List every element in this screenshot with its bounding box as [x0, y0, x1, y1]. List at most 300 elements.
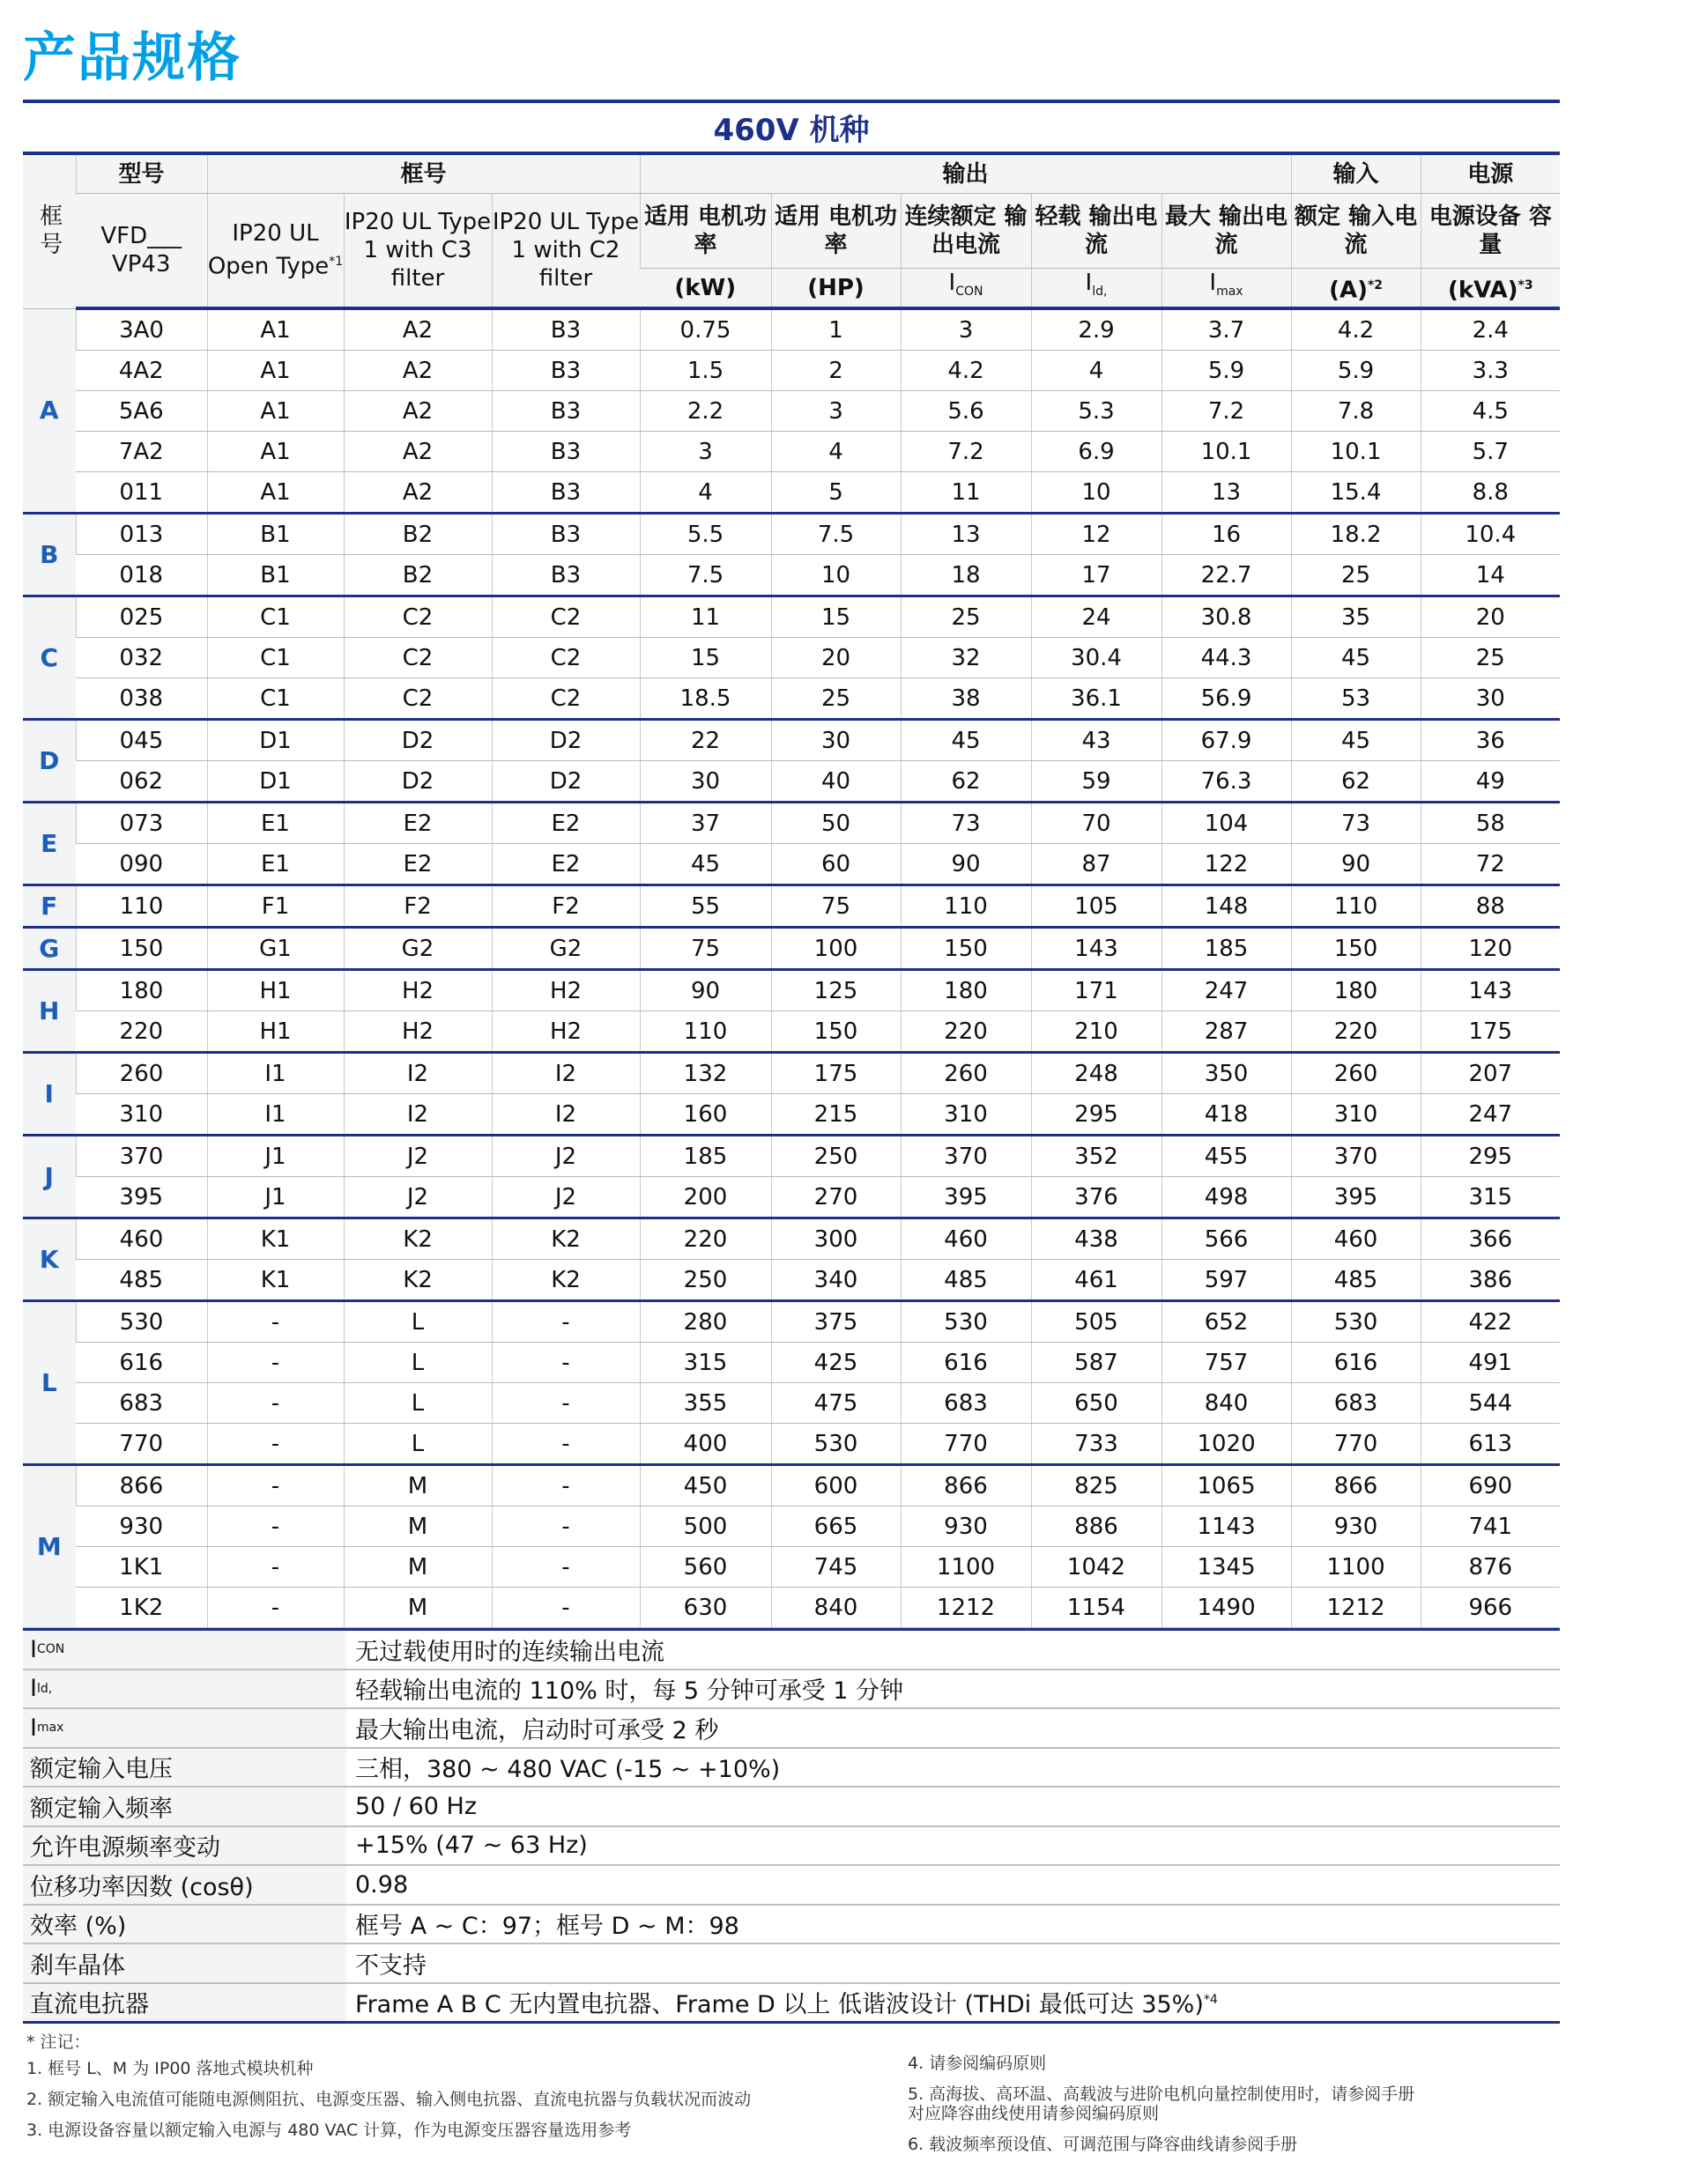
cell-ip20-c3: B2	[344, 514, 492, 555]
cell-kva: 295	[1421, 1136, 1560, 1177]
cell-motor-kw: 500	[640, 1507, 771, 1547]
cell-input-current: 5.9	[1291, 351, 1421, 391]
cell-kva: 613	[1421, 1424, 1560, 1465]
cell-ild: 43	[1031, 720, 1161, 761]
cell-motor-kw: 45	[640, 844, 771, 885]
cell-model: 1K2	[76, 1588, 207, 1628]
cell-icon: 25	[901, 596, 1031, 638]
spec-label-text: 位移功率因数 (cosθ)	[30, 1873, 254, 1901]
cell-ild: 105	[1031, 885, 1161, 928]
cell-motor-kw: 55	[640, 885, 771, 928]
cell-motor-kw: 450	[640, 1465, 771, 1507]
table-row	[23, 1588, 1560, 1628]
cell-ild: 210	[1031, 1011, 1161, 1053]
cell-ild: 438	[1031, 1218, 1161, 1260]
frame-group-cell: H	[23, 970, 76, 1053]
spec-row	[23, 1944, 1560, 1984]
cell-ip20-open: A1	[207, 432, 344, 472]
cell-motor-kw: 200	[640, 1177, 771, 1218]
cell-icon: 260	[901, 1053, 1031, 1094]
unit-imax	[1161, 269, 1291, 309]
cell-motor-kw: 7.5	[640, 555, 771, 596]
cell-ip20-c3: A2	[344, 432, 492, 472]
spec-label-text: 额定输入频率	[30, 1795, 173, 1823]
cell-imax: 104	[1161, 803, 1291, 844]
unit-ild	[1031, 269, 1161, 309]
cell-ip20-open: A1	[207, 351, 344, 391]
cell-ip20-open: I1	[207, 1053, 344, 1094]
cell-imax: 67.9	[1161, 720, 1291, 761]
header-frame: 框号	[23, 153, 76, 308]
unit-ild-i: I	[1085, 270, 1093, 297]
cell-imax: 148	[1161, 885, 1291, 928]
unit-imax-sub: max	[1216, 285, 1243, 300]
cell-icon: 11	[901, 472, 1031, 514]
cell-ild: 352	[1031, 1136, 1161, 1177]
cell-kva: 690	[1421, 1465, 1560, 1507]
header-model-group: 型号	[76, 153, 207, 194]
cell-input-current: 1212	[1291, 1588, 1421, 1628]
table-row	[23, 596, 1560, 638]
table-row	[23, 803, 1560, 844]
note-item: 4. 请参阅编码原则	[908, 2054, 1047, 2073]
note-item: 5. 高海拔、高环温、高载波与进阶电机向量控制使用时，请参阅手册对应降容曲线使用请参阅编码原则	[908, 2084, 1415, 2123]
spec-row	[23, 1906, 1560, 1945]
cell-kva: 143	[1421, 970, 1560, 1011]
cell-model: 395	[76, 1177, 207, 1218]
unit-a-label: (A)	[1329, 277, 1368, 304]
cell-kva: 966	[1421, 1588, 1560, 1628]
cell-model: 032	[76, 638, 207, 678]
header-ild: 轻载 输出电流	[1031, 194, 1161, 269]
cell-ip20-c2: B3	[492, 514, 640, 555]
cell-imax: 455	[1161, 1136, 1291, 1177]
spec-value-text: Frame A B C 无内置电抗器、Frame D 以上 低谐波设计 (THDi 最低可达 35%)	[355, 1991, 1204, 2019]
cell-motor-kw: 220	[640, 1218, 771, 1260]
cell-motor-hp: 40	[771, 761, 901, 803]
cell-model: 150	[76, 928, 207, 970]
table-row	[23, 514, 1560, 555]
cell-input-current: 770	[1291, 1424, 1421, 1465]
cell-imax: 840	[1161, 1383, 1291, 1424]
cell-ip20-c3: L	[344, 1343, 492, 1383]
cell-imax: 350	[1161, 1053, 1291, 1094]
frame-group-cell: E	[23, 803, 76, 885]
cell-ip20-open: H1	[207, 1011, 344, 1053]
cell-model: 370	[76, 1136, 207, 1177]
cell-input-current: 35	[1291, 596, 1421, 638]
cell-motor-hp: 75	[771, 885, 901, 928]
header-model: VFD___ VP43	[76, 194, 207, 309]
cell-ip20-c3: H2	[344, 970, 492, 1011]
spec-label	[23, 1866, 346, 1904]
cell-input-current: 1100	[1291, 1547, 1421, 1588]
cell-icon: 460	[901, 1218, 1031, 1260]
cell-kva: 88	[1421, 885, 1560, 928]
cell-imax: 16	[1161, 514, 1291, 555]
cell-icon: 930	[901, 1507, 1031, 1547]
cell-motor-kw: 3	[640, 432, 771, 472]
cell-icon: 62	[901, 761, 1031, 803]
cell-ild: 461	[1031, 1260, 1161, 1301]
cell-model: 013	[76, 514, 207, 555]
cell-motor-kw: 250	[640, 1260, 771, 1301]
cell-kva: 72	[1421, 844, 1560, 885]
unit-ild-sub: ld,	[1092, 285, 1108, 300]
cell-ild: 825	[1031, 1465, 1161, 1507]
cell-icon: 866	[901, 1465, 1031, 1507]
spec-label	[23, 1788, 346, 1825]
cell-ip20-c2: K2	[492, 1218, 640, 1260]
spec-table	[23, 152, 1560, 1628]
cell-motor-hp: 840	[771, 1588, 901, 1628]
cell-motor-kw: 37	[640, 803, 771, 844]
spec-label	[23, 1631, 346, 1669]
cell-ip20-c2: B3	[492, 472, 640, 514]
cell-motor-kw: 30	[640, 761, 771, 803]
cell-motor-hp: 530	[771, 1424, 901, 1465]
cell-model: 866	[76, 1465, 207, 1507]
cell-motor-hp: 215	[771, 1094, 901, 1136]
cell-ip20-c3: A2	[344, 351, 492, 391]
cell-ip20-c3: L	[344, 1383, 492, 1424]
cell-ild: 143	[1031, 928, 1161, 970]
note-ref: *4	[1203, 1993, 1218, 2008]
cell-icon: 90	[901, 844, 1031, 885]
spec-value-text: 不支持	[355, 1951, 427, 1980]
cell-input-current: 220	[1291, 1011, 1421, 1053]
table-row	[23, 970, 1560, 1011]
cell-ip20-c3: A2	[344, 391, 492, 432]
cell-ip20-c2: D2	[492, 761, 640, 803]
cell-motor-kw: 355	[640, 1383, 771, 1424]
spec-value	[346, 1985, 1218, 2019]
spec-label-text: I	[30, 1714, 37, 1742]
cell-ip20-c2: G2	[492, 928, 640, 970]
cell-input-current: 530	[1291, 1301, 1421, 1343]
cell-motor-kw: 630	[640, 1588, 771, 1628]
cell-model: 090	[76, 844, 207, 885]
cell-ip20-c3: A2	[344, 472, 492, 514]
cell-ip20-c2: -	[492, 1301, 640, 1343]
cell-kva: 8.8	[1421, 472, 1560, 514]
spec-value	[346, 1946, 427, 1980]
cell-kva: 120	[1421, 928, 1560, 970]
spec-row	[23, 1749, 1560, 1788]
cell-icon: 395	[901, 1177, 1031, 1218]
cell-motor-kw: 280	[640, 1301, 771, 1343]
unit-a	[1291, 269, 1421, 309]
cell-kva: 366	[1421, 1218, 1560, 1260]
cell-motor-hp: 340	[771, 1260, 901, 1301]
cell-imax: 1143	[1161, 1507, 1291, 1547]
cell-motor-hp: 600	[771, 1465, 901, 1507]
cell-ip20-c2: B3	[492, 432, 640, 472]
cell-input-current: 866	[1291, 1465, 1421, 1507]
cell-motor-hp: 2	[771, 351, 901, 391]
spec-label-sub: CON	[36, 1642, 65, 1657]
cell-imax: 287	[1161, 1011, 1291, 1053]
cell-input-current: 45	[1291, 638, 1421, 678]
cell-model: 770	[76, 1424, 207, 1465]
header-output-group: 输出	[640, 153, 1291, 194]
cell-ip20-open: C1	[207, 678, 344, 720]
cell-icon: 13	[901, 514, 1031, 555]
cell-model: 062	[76, 761, 207, 803]
note-item: 2. 额定输入电流值可能随电源侧阻抗、电源变压器、输入侧电抗器、直流电抗器与负载状况而波动	[26, 2090, 752, 2109]
header-kva: 电源设备 容量	[1421, 194, 1560, 269]
cell-ip20-open: I1	[207, 1094, 344, 1136]
cell-motor-kw: 2.2	[640, 391, 771, 432]
unit-hp: (HP)	[771, 269, 901, 309]
cell-motor-kw: 4	[640, 472, 771, 514]
cell-icon: 310	[901, 1094, 1031, 1136]
cell-imax: 5.9	[1161, 351, 1291, 391]
cell-kva: 247	[1421, 1094, 1560, 1136]
cell-ild: 24	[1031, 596, 1161, 638]
cell-motor-kw: 132	[640, 1053, 771, 1094]
cell-kva: 58	[1421, 803, 1560, 844]
cell-ip20-c3: C2	[344, 638, 492, 678]
cell-icon: 7.2	[901, 432, 1031, 472]
cell-icon: 3	[901, 308, 1031, 351]
cell-motor-kw: 18.5	[640, 678, 771, 720]
cell-ip20-open: E1	[207, 803, 344, 844]
unit-icon-sub: CON	[955, 285, 983, 300]
cell-icon: 485	[901, 1260, 1031, 1301]
cell-imax: 498	[1161, 1177, 1291, 1218]
cell-kva: 876	[1421, 1547, 1560, 1588]
spec-value-text: 50 / 60 Hz	[355, 1792, 478, 1820]
cell-model: 025	[76, 596, 207, 638]
cell-ip20-c3: G2	[344, 928, 492, 970]
spec-value-text: +15% (47 ~ 63 Hz)	[355, 1832, 588, 1860]
unit-icon	[901, 269, 1031, 309]
spec-row	[23, 1631, 1560, 1670]
cell-kva: 207	[1421, 1053, 1560, 1094]
table-row	[23, 928, 1560, 970]
cell-kva: 491	[1421, 1343, 1560, 1383]
spec-label	[23, 1984, 346, 2022]
cell-ip20-open: H1	[207, 970, 344, 1011]
spec-value	[346, 1671, 903, 1706]
cell-kva: 30	[1421, 678, 1560, 720]
cell-imax: 566	[1161, 1218, 1291, 1260]
header-power-group: 电源	[1421, 153, 1560, 194]
cell-ip20-c2: -	[492, 1465, 640, 1507]
cell-ild: 70	[1031, 803, 1161, 844]
cell-ild: 505	[1031, 1301, 1161, 1343]
table-row	[23, 1507, 1560, 1547]
cell-icon: 1212	[901, 1588, 1031, 1628]
cell-ip20-c3: K2	[344, 1260, 492, 1301]
cell-kva: 386	[1421, 1260, 1560, 1301]
note-item: 3. 电源设备容量以额定输入电源与 480 VAC 计算，作为电源变压器容量选用参考	[26, 2121, 632, 2140]
cell-ild: 6.9	[1031, 432, 1161, 472]
cell-ip20-c3: F2	[344, 885, 492, 928]
cell-ip20-c3: L	[344, 1424, 492, 1465]
cell-model: 683	[76, 1383, 207, 1424]
frame-group-cell: D	[23, 720, 76, 803]
cell-input-current: 395	[1291, 1177, 1421, 1218]
cell-input-current: 62	[1291, 761, 1421, 803]
cell-kva: 10.4	[1421, 514, 1560, 555]
spec-value-text: 轻载输出电流的 110% 时，每 5 分钟可承受 1 分钟	[355, 1677, 904, 1706]
cell-ip20-c3: I2	[344, 1094, 492, 1136]
cell-icon: 770	[901, 1424, 1031, 1465]
spec-row	[23, 1788, 1560, 1827]
unit-kva-label: (kVA)	[1447, 277, 1518, 304]
cell-input-current: 485	[1291, 1260, 1421, 1301]
cell-motor-hp: 100	[771, 928, 901, 970]
cell-ip20-c2: B3	[492, 391, 640, 432]
cell-ip20-c2: B3	[492, 308, 640, 351]
cell-ild: 59	[1031, 761, 1161, 803]
cell-input-current: 683	[1291, 1383, 1421, 1424]
table-row	[23, 1136, 1560, 1177]
cell-ip20-c2: B3	[492, 555, 640, 596]
spec-value-text: 三相，380 ~ 480 VAC (-15 ~ +10%)	[355, 1756, 781, 1784]
frame-group-cell: J	[23, 1136, 76, 1218]
cell-model: 5A6	[76, 391, 207, 432]
frame-group-cell: C	[23, 596, 76, 720]
cell-model: 930	[76, 1507, 207, 1547]
cell-ip20-c3: D2	[344, 761, 492, 803]
spec-label-text: I	[30, 1635, 37, 1663]
cell-ip20-open: -	[207, 1343, 344, 1383]
cell-input-current: 310	[1291, 1094, 1421, 1136]
cell-icon: 73	[901, 803, 1031, 844]
cell-icon: 180	[901, 970, 1031, 1011]
cell-ild: 30.4	[1031, 638, 1161, 678]
cell-model: 616	[76, 1343, 207, 1383]
frame-group-cell: K	[23, 1218, 76, 1301]
notes-right	[908, 2032, 1419, 2165]
cell-icon: 683	[901, 1383, 1031, 1424]
spec-value-text: 框号 A ~ C：97；框号 D ~ M：98	[355, 1913, 739, 1941]
cell-model: 011	[76, 472, 207, 514]
header-input-current: 额定 输入电流	[1291, 194, 1421, 269]
spec-label	[23, 1827, 346, 1865]
cell-input-current: 260	[1291, 1053, 1421, 1094]
cell-model: 485	[76, 1260, 207, 1301]
cell-kva: 4.5	[1421, 391, 1560, 432]
header-imax: 最大 输出电流	[1161, 194, 1291, 269]
cell-kva: 175	[1421, 1011, 1560, 1053]
table-row	[23, 844, 1560, 885]
cell-model: 1K1	[76, 1547, 207, 1588]
cell-motor-hp: 4	[771, 432, 901, 472]
cell-ip20-open: A1	[207, 391, 344, 432]
cell-ild: 733	[1031, 1424, 1161, 1465]
header-ip20-c2: IP20 UL Type 1 with C2 filter	[492, 194, 640, 309]
cell-ild: 10	[1031, 472, 1161, 514]
cell-motor-hp: 300	[771, 1218, 901, 1260]
cell-model: 7A2	[76, 432, 207, 472]
frame-group-cell: M	[23, 1465, 76, 1628]
cell-ip20-open: K1	[207, 1218, 344, 1260]
cell-input-current: 150	[1291, 928, 1421, 970]
table-row	[23, 638, 1560, 678]
cell-imax: 597	[1161, 1260, 1291, 1301]
cell-imax: 1020	[1161, 1424, 1291, 1465]
note-item: 1. 框号 L、M 为 IP00 落地式模块机种	[26, 2059, 314, 2078]
header-ip20-open	[207, 194, 344, 309]
cell-input-current: 930	[1291, 1507, 1421, 1547]
cell-motor-kw: 110	[640, 1011, 771, 1053]
spec-label-text: 刹车晶体	[30, 1951, 125, 1980]
table-row	[23, 1383, 1560, 1424]
cell-imax: 10.1	[1161, 432, 1291, 472]
spec-value	[346, 1750, 780, 1784]
cell-ip20-open: C1	[207, 596, 344, 638]
cell-ip20-c3: C2	[344, 678, 492, 720]
cell-input-current: 45	[1291, 720, 1421, 761]
cell-motor-hp: 5	[771, 472, 901, 514]
cell-imax: 30.8	[1161, 596, 1291, 638]
cell-motor-kw: 400	[640, 1424, 771, 1465]
cell-ild: 4	[1031, 351, 1161, 391]
spec-label-text: 额定输入电压	[30, 1756, 173, 1784]
spec-value	[346, 1906, 739, 1941]
spec-row	[23, 1984, 1560, 2025]
cell-imax: 247	[1161, 970, 1291, 1011]
cell-motor-hp: 150	[771, 1011, 901, 1053]
cell-motor-kw: 560	[640, 1547, 771, 1588]
table-row	[23, 308, 1560, 351]
table-row	[23, 720, 1560, 761]
frame-group-cell: G	[23, 928, 76, 970]
cell-ip20-c3: K2	[344, 1218, 492, 1260]
cell-motor-hp: 745	[771, 1547, 901, 1588]
cell-ip20-open: -	[207, 1547, 344, 1588]
cell-ip20-c3: C2	[344, 596, 492, 638]
cell-motor-kw: 0.75	[640, 308, 771, 351]
cell-input-current: 110	[1291, 885, 1421, 928]
cell-ild: 248	[1031, 1053, 1161, 1094]
cell-model: 4A2	[76, 351, 207, 391]
cell-ip20-open: D1	[207, 761, 344, 803]
cell-input-current: 370	[1291, 1136, 1421, 1177]
cell-ip20-open: -	[207, 1507, 344, 1547]
table-row	[23, 1465, 1560, 1507]
note-item: 6. 载波频率预设值、可调范围与降容曲线请参阅手册	[908, 2135, 1298, 2154]
cell-ip20-c3: A2	[344, 308, 492, 351]
cell-kva: 422	[1421, 1301, 1560, 1343]
cell-ild: 12	[1031, 514, 1161, 555]
cell-input-current: 616	[1291, 1343, 1421, 1383]
table-row	[23, 1547, 1560, 1588]
cell-model: 110	[76, 885, 207, 928]
cell-ild: 17	[1031, 555, 1161, 596]
table-subtitle: 460V 机种	[713, 113, 870, 148]
cell-icon: 370	[901, 1136, 1031, 1177]
cell-imax: 13	[1161, 472, 1291, 514]
cell-icon: 530	[901, 1301, 1031, 1343]
cell-motor-hp: 270	[771, 1177, 901, 1218]
cell-ip20-open: C1	[207, 638, 344, 678]
spec-label	[23, 1670, 346, 1708]
cell-imax: 22.7	[1161, 555, 1291, 596]
cell-ip20-c2: C2	[492, 638, 640, 678]
cell-ild: 886	[1031, 1507, 1161, 1547]
frame-group-cell: B	[23, 514, 76, 596]
cell-icon: 18	[901, 555, 1031, 596]
cell-kva: 741	[1421, 1507, 1560, 1547]
frame-group-cell: I	[23, 1053, 76, 1136]
cell-icon: 616	[901, 1343, 1031, 1383]
spec-value	[346, 1711, 718, 1745]
